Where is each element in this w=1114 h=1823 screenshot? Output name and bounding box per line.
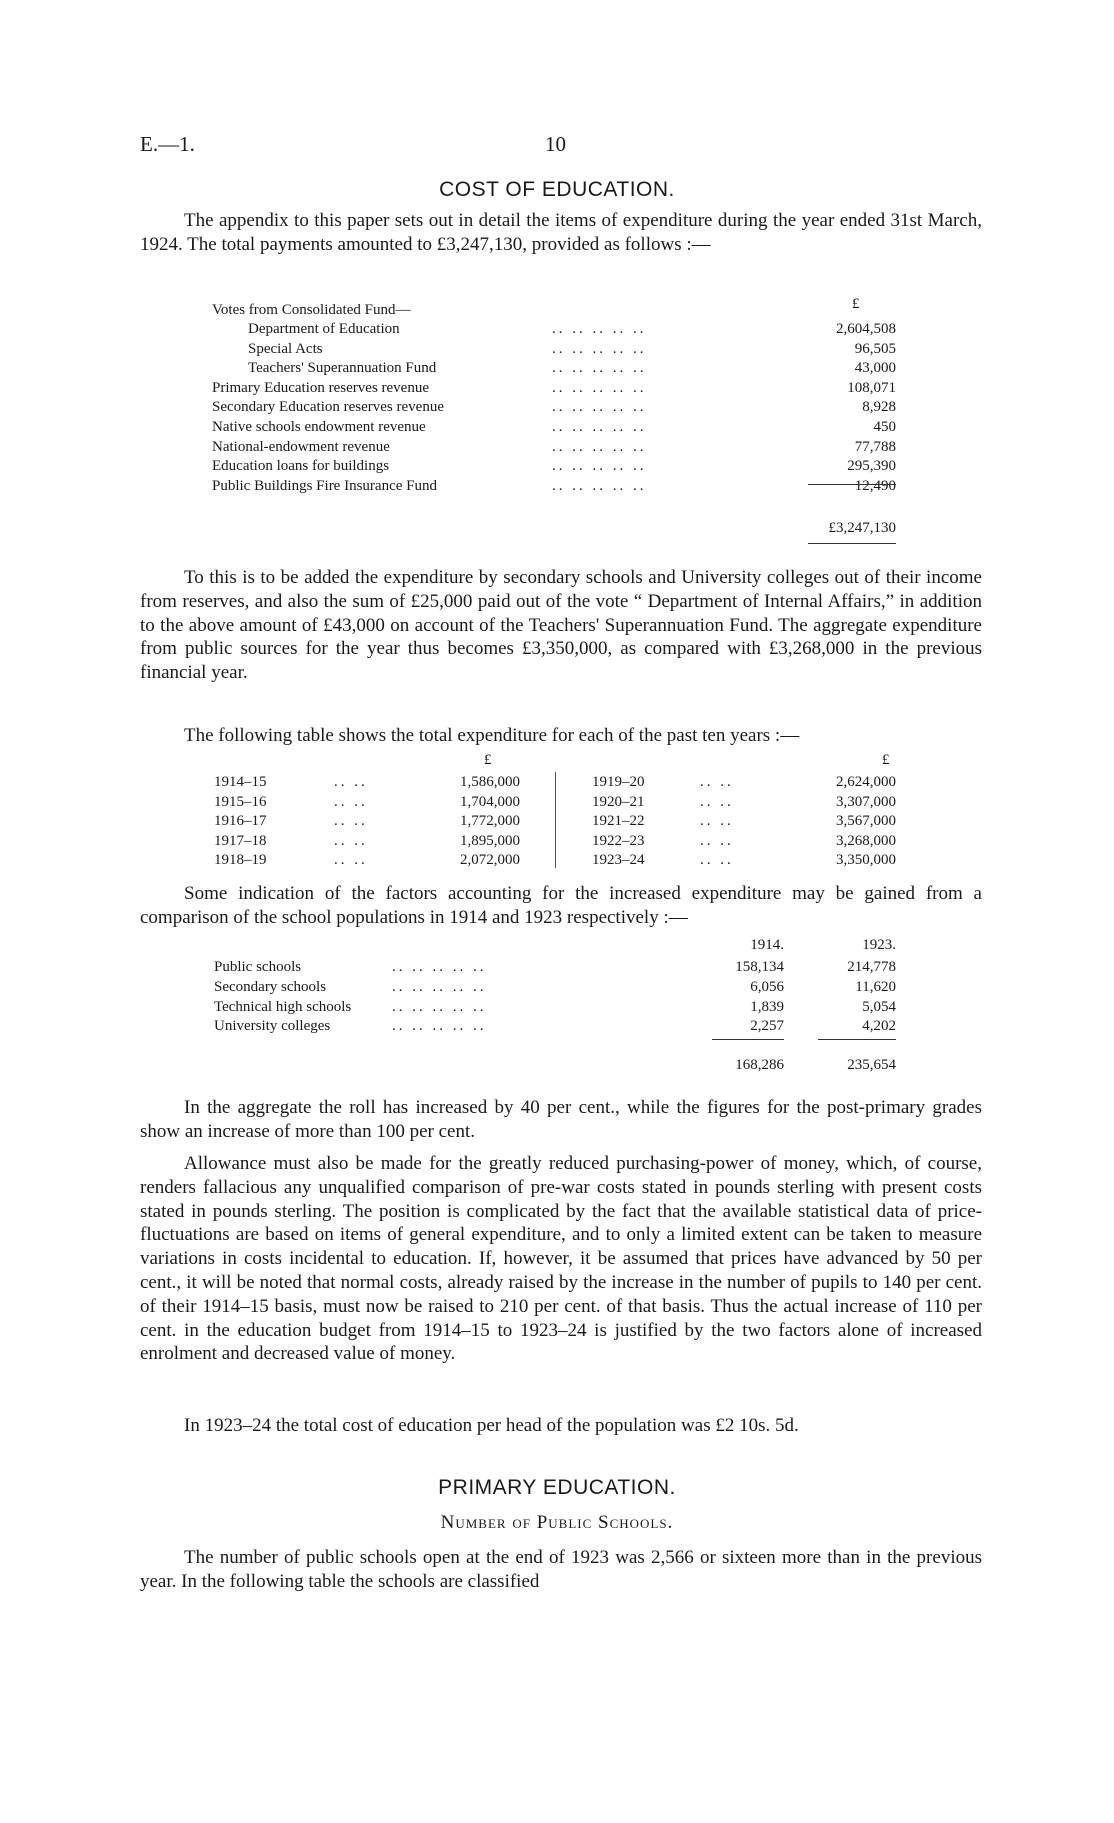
- cost-paragraph-6: Allowance must also be made for the greatly reduced purchasing-power of money, which, of course, renders fallacious any unqualified comparison of pre-war costs stated in pounds sterling with present costs stated in pounds sterling. The position is complicated by the fact that the available statistical data of price-fluctuations are based on items of general expenditure, and to only a limited extent can be taken to measure variations in costs incidental to education. If, however, it be assumed that prices have advanced by 50 per cent., it will be noted that normal costs, already raised by the increase in the number of pupils to 140 per cent. of their 1914–15 basis, must now be raised to 210 per cent. of that basis. Thus the actual increase of 110 per cent. in the education budget from 1914–15 to 1923–24 is justified by the two factors alone of increased enrolment and decreased value of money.: [140, 1153, 982, 1365]
- population-1914: 2,257: [750, 1018, 784, 1035]
- population-1923: 214,778: [847, 959, 896, 975]
- year-label: 1922–23: [592, 832, 645, 849]
- population-table: [0, 937, 1114, 1087]
- population-1923: 4,202: [862, 1018, 896, 1035]
- population-1914: 6,056: [750, 978, 784, 995]
- payment-amount: 2,604,508: [836, 321, 896, 337]
- year-amount: 3,268,000: [836, 832, 896, 849]
- year-label: 1923–24: [592, 852, 645, 869]
- year-amount: 3,350,000: [836, 852, 896, 869]
- population-total-1914: 168,286: [735, 1057, 784, 1073]
- payment-label: Secondary Education reserves revenue: [212, 399, 444, 416]
- leader-dots: .. .. .. .. ..: [552, 360, 647, 377]
- cost-paragraph-4: Some indication of the factors accounting for the increased expenditure may be gained from a comparison of the school populations in 1914 and 1923 respectively :—: [140, 883, 982, 928]
- cost-paragraph-3: The following table shows the total expenditure for each of the past ten years :—: [184, 725, 800, 746]
- leader-dots: .. .. .. .. ..: [552, 321, 647, 337]
- population-rule-1914: [712, 1039, 784, 1040]
- leader-dots: .. ..: [334, 852, 368, 869]
- leader-dots: .. .. .. .. ..: [552, 340, 647, 357]
- cost-paragraph-2: To this is to be added the expenditure by secondary schools and University colleges out of their income from reserves, and also the sum of £25,000 paid out of the vote “ Department of Internal Affairs,” in addition to the above amount of £43,000 on account of the Teachers' Superannuation Fund. The aggregate expenditure from public sources for the year thus becomes £3,350,000, as compared with £3,268,000 in the previous financial year.: [140, 567, 982, 684]
- payments-group-label: Votes from Consolidated Fund—: [212, 302, 411, 318]
- year-amount: 3,307,000: [836, 793, 896, 810]
- cost-paragraph-7: In 1923–24 the total cost of education per head of the population was £2 10s. 5d.: [184, 1415, 799, 1436]
- leader-dots: .. .. .. .. ..: [552, 419, 647, 435]
- leader-dots: .. .. .. .. ..: [392, 998, 487, 1015]
- payments-table: [0, 296, 1114, 536]
- ten-year-divider: [555, 772, 556, 868]
- cost-intro-paragraph: The appendix to this paper sets out in detail the items of expenditure during the year ended 31st March, 1924. The total payments amounted to £3,247,130, provided as follows :—: [140, 210, 982, 255]
- year-label: 1918–19: [214, 852, 267, 869]
- payment-label: Education loans for buildings: [212, 458, 390, 475]
- payment-label: Primary Education reserves revenue: [212, 379, 429, 396]
- payments-total: £3,247,130: [828, 520, 896, 536]
- payments-total-rule: [808, 543, 896, 544]
- year-amount: 2,072,000: [460, 852, 520, 869]
- page-number: 10: [545, 132, 566, 156]
- year-label: 1920–21: [592, 793, 645, 810]
- leader-dots: .. ..: [700, 852, 734, 869]
- section-subtitle-public-schools: Number of Public Schools.: [440, 1512, 674, 1533]
- year-label: 1914–15: [214, 774, 267, 790]
- payment-label: Special Acts: [248, 340, 323, 357]
- payment-amount: 8,928: [862, 399, 896, 416]
- population-total-1923: 235,654: [847, 1057, 896, 1073]
- year-label: 1921–22: [592, 813, 645, 830]
- population-1914: 158,134: [735, 959, 784, 975]
- leader-dots: .. .. .. .. ..: [392, 1018, 487, 1035]
- leader-dots: .. ..: [334, 832, 368, 849]
- report-reference: E.—1.: [140, 132, 195, 156]
- payment-amount: 77,788: [854, 438, 896, 455]
- leader-dots: .. ..: [700, 793, 734, 810]
- payment-amount: 12,490: [854, 477, 896, 494]
- leader-dots: .. ..: [700, 832, 734, 849]
- payments-currency-header: £: [852, 296, 860, 312]
- population-label: University colleges: [214, 1018, 331, 1035]
- year-amount: 3,567,000: [836, 813, 896, 830]
- section-title-cost: COST OF EDUCATION.: [439, 178, 675, 201]
- leader-dots: .. ..: [700, 813, 734, 830]
- payment-amount: 43,000: [854, 360, 896, 377]
- payment-label: National-endowment revenue: [212, 438, 390, 455]
- population-1923: 5,054: [862, 998, 896, 1015]
- year-label: 1916–17: [214, 813, 267, 830]
- cost-paragraph-5: In the aggregate the roll has increased by 40 per cent., while the figures for the post-primary grades show an increase of more than 100 per cent.: [140, 1097, 982, 1142]
- payment-label: Public Buildings Fire Insurance Fund: [212, 477, 437, 494]
- payment-label: Teachers' Superannuation Fund: [248, 360, 437, 377]
- population-rule-1923: [818, 1039, 896, 1040]
- payment-amount: 295,390: [847, 458, 896, 475]
- payment-amount: 96,505: [854, 340, 896, 357]
- population-header-1914: 1914.: [750, 937, 784, 953]
- year-label: 1915–16: [214, 793, 267, 810]
- population-label: Public schools: [214, 959, 302, 975]
- population-1914: 1,839: [750, 998, 784, 1015]
- ten-year-currency-left: £: [484, 752, 492, 768]
- leader-dots: .. .. .. .. ..: [392, 959, 487, 975]
- leader-dots: .. ..: [334, 774, 368, 790]
- year-amount: 1,895,000: [460, 832, 520, 849]
- leader-dots: .. ..: [334, 793, 368, 810]
- payments-rule: [808, 484, 896, 485]
- ten-year-table: [0, 752, 1114, 872]
- year-label: 1919–20: [592, 774, 645, 790]
- leader-dots: .. .. .. .. ..: [552, 399, 647, 416]
- population-1923: 11,620: [855, 978, 896, 995]
- payment-amount: 108,071: [847, 379, 896, 396]
- population-label: Secondary schools: [214, 978, 327, 995]
- primary-paragraph-1: The number of public schools open at the end of 1923 was 2,566 or sixteen more than in the previous year. In the following table the schools are classified: [140, 1547, 982, 1592]
- ten-year-currency-right: £: [882, 752, 890, 768]
- year-amount: 1,586,000: [460, 774, 520, 790]
- payment-amount: 450: [873, 419, 896, 435]
- population-label: Technical high schools: [214, 998, 352, 1015]
- payment-label: Native schools endowment revenue: [212, 419, 426, 435]
- leader-dots: .. .. .. .. ..: [552, 477, 647, 494]
- leader-dots: .. .. .. .. ..: [552, 438, 647, 455]
- payment-label: Department of Education: [248, 321, 400, 337]
- population-header-1923: 1923.: [862, 937, 896, 953]
- year-label: 1917–18: [214, 832, 267, 849]
- leader-dots: .. .. .. .. ..: [552, 458, 647, 475]
- year-amount: 1,772,000: [460, 813, 520, 830]
- section-title-primary: PRIMARY EDUCATION.: [438, 1476, 676, 1499]
- year-amount: 1,704,000: [460, 793, 520, 810]
- leader-dots: .. .. .. .. ..: [392, 978, 487, 995]
- leader-dots: .. .. .. .. ..: [552, 379, 647, 396]
- year-amount: 2,624,000: [836, 774, 896, 790]
- leader-dots: .. ..: [700, 774, 734, 790]
- leader-dots: .. ..: [334, 813, 368, 830]
